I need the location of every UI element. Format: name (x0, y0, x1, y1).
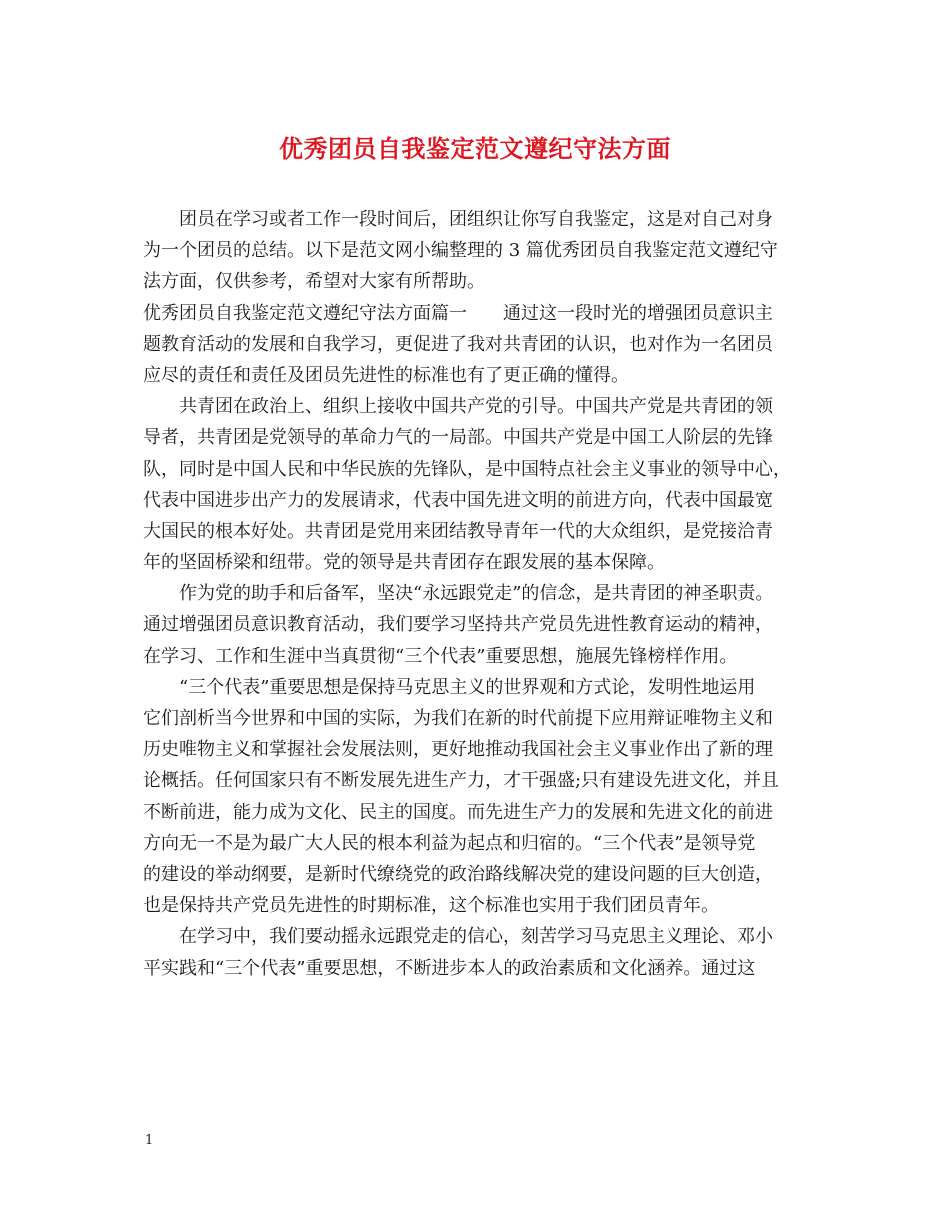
paragraph-line: 题教育活动的发展和自我学习，更促进了我对共青团的认识，也对作为一名团员 (143, 333, 773, 355)
paragraph-line: 作为党的助手和后备军，坚决“永远跟党走”的信念，是共青团的神圣职责。 (179, 583, 774, 605)
paragraph-line: 平实践和“三个代表”重要思想，不断进步本人的政治素质和文化涵养。通过这 (143, 957, 756, 979)
paragraph-line: 优秀团员自我鉴定范文遵纪守法方面篇一 通过这一段时光的增强团员意识主 (143, 302, 773, 324)
paragraph-line: 为一个团员的总结。以下是范文网小编整理的 3 篇优秀团员自我鉴定范文遵纪守 (143, 240, 778, 262)
document-title: 优秀团员自我鉴定范文遵纪守法方面 (279, 134, 671, 163)
page-number: 1 (145, 1133, 154, 1148)
paragraph-line: 导者，共青团是党领导的革命力气的一局部。中国共产党是中国工人阶层的先锋 (143, 427, 773, 449)
paragraph-line: 代表中国进步出产力的发展请求，代表中国先进文明的前进方向，代表中国最宽 (143, 489, 773, 511)
paragraph-line: 在学习、工作和生涯中当真贯彻“三个代表”重要思想，施展先锋榜样作用。 (143, 645, 738, 667)
paragraph-line: 年的坚固桥梁和纽带。党的领导是共青团存在跟发展的基本保障。 (143, 552, 665, 574)
paragraph-line: 大国民的根本好处。共青团是党用来团结教导青年一代的大众组织，是党接洽青 (143, 520, 773, 542)
paragraph-line: 队，同时是中国人民和中华民族的先锋队，是中国特点社会主义事业的领导中心， (143, 458, 791, 480)
paragraph-line: 历史唯物主义和掌握社会发展法则，更好地推动我国社会主义事业作出了新的理 (143, 739, 773, 761)
document-body (143, 204, 823, 984)
paragraph-line: 不断前进，能力成为文化、民主的国度。而先进生产力的发展和先进文化的前进 (143, 801, 773, 823)
paragraph-line: 在学习中，我们要动摇永远跟党走的信心，刻苦学习马克思主义理论、邓小 (179, 926, 773, 948)
paragraph-line: 论概括。任何国家只有不断发展先进生产力，才干强盛;只有建设先进文化，并且 (143, 770, 780, 792)
paragraph-line: 共青团在政治上、组织上接收中国共产党的引导。中国共产党是共青团的领 (179, 396, 773, 418)
paragraph-line: 法方面，仅供参考，希望对大家有所帮助。 (143, 271, 485, 293)
paragraph-line: 应尽的责任和责任及团员先进性的标准也有了更正确的懂得。 (143, 364, 629, 386)
paragraph-line: 通过增强团员意识教育活动，我们要学习坚持共产党员先进性教育运动的精神， (143, 614, 773, 636)
paragraph-line: “三个代表”重要思想是保持马克思主义的世界观和方式论，发明性地运用 (179, 676, 756, 698)
paragraph-line: 方向无一不是为最广大人民的根本利益为起点和归宿的。“三个代表”是领导党 (143, 832, 756, 854)
paragraph-line: 团员在学习或者工作一段时间后，团组织让你写自我鉴定，这是对自己对身 (179, 209, 773, 230)
paragraph-line: 它们剖析当今世界和中国的实际，为我们在新的时代前提下应用辩证唯物主义和 (143, 708, 773, 729)
paragraph-line: 的建设的举动纲要，是新时代缭绕党的政治路线解决党的建设问题的巨大创造， (143, 863, 773, 885)
paragraph-line: 也是保持共产党员先进性的时期标准，这个标准也实用于我们团员青年。 (143, 895, 719, 917)
